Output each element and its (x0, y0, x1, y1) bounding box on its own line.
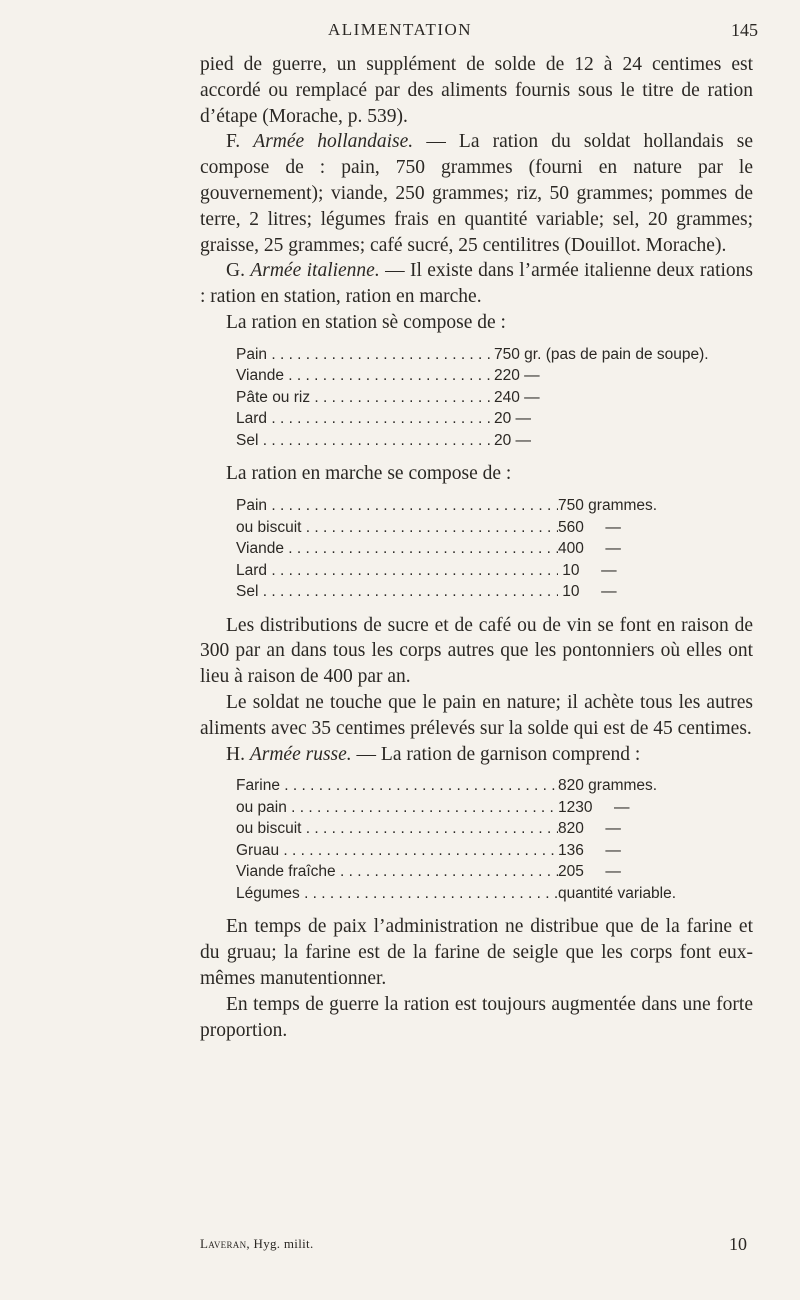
row-value: 10 — (558, 583, 617, 601)
sheet-number: 10 (729, 1234, 747, 1254)
running-title: ALIMENTATION (327, 20, 473, 39)
table-row (236, 581, 753, 603)
section-letter: F. (226, 131, 241, 153)
section-letter: H. (226, 743, 245, 765)
row-value: 20 — (494, 410, 532, 428)
paragraph-distributions: Les distributions de sucre et de café ou de vin se font en raison de 300 par an dans tous les corps autres que les pontonniers où elles ont lieu à raison de 400 par an. (200, 614, 753, 688)
page-header (0, 14, 800, 44)
table-row (236, 365, 753, 387)
row-label: Pain . . . (236, 344, 494, 366)
paragraph-guerre: En temps de guerre la ration est toujours augmentée dans une forte proportion. (200, 993, 753, 1041)
table-row (236, 430, 753, 452)
signature-name: Laveran, (200, 1236, 250, 1251)
row-value: 560 — (558, 518, 621, 536)
row-value: 1230 — (558, 798, 630, 816)
paragraph-intro: pied de guerre, un supplément de solde de 12 à 24 centimes est accordé ou remplacé par des aliments fournis sous le titre de ration d’étape (Morache, p. 539). (200, 54, 753, 127)
table-row (236, 538, 753, 560)
station-intro: La ration en station sè compose de : (226, 311, 506, 333)
row-value: 136 — (558, 841, 621, 859)
table-row (236, 517, 753, 539)
row-label: Gruau . . . (236, 840, 558, 862)
row-label: Lard . . . (236, 408, 494, 430)
row-value: 750 grammes. (558, 497, 658, 515)
signature-rest: Hyg. milit. (253, 1236, 314, 1251)
row-label: Farine . . . (236, 775, 558, 797)
row-label: Viande . . . (236, 365, 494, 387)
row-value: 20 — (494, 431, 532, 449)
section-letter: G. (226, 260, 245, 282)
row-label: Pâte ou riz . . . (236, 387, 494, 409)
row-label: Viande . . . (236, 538, 558, 560)
page-number: 145 (731, 20, 758, 40)
section-text: — Il existe dans l’armée italienne deux rations : ration en station, ration en marche. (200, 260, 753, 308)
table-row (236, 797, 753, 819)
russe-ration-table (236, 775, 753, 904)
row-value: 820 grammes. (558, 777, 658, 795)
table-row (236, 344, 753, 366)
paragraph-paix: En temps de paix l’administration ne distribue que de la farine et du gruau; la farine est de la farine de seigle que les corps font eux-mêmes manutentionner. (200, 916, 753, 989)
row-value: 220 — (494, 367, 540, 385)
page-footer (200, 1230, 753, 1260)
section-title: Armée russe. (249, 743, 352, 765)
table-row (236, 883, 753, 905)
row-label: Lard . . . (236, 560, 558, 582)
row-label: ou biscuit . . . (236, 818, 558, 840)
paragraph-armee-italienne (200, 258, 753, 310)
table-row (236, 495, 753, 517)
section-text: — La ration de garnison comprend : (356, 743, 641, 765)
section-text: — La ration du soldat hollandais se compose de : pain, 750 grammes (fourni en nature par le gouvernement); viande, 250 grammes; riz, 50 grammes; pommes de terre, 2 litres; légumes frais en quantité variable; sel, 20 grammes; graisse, 25 grammes; café sucré, 25 centilitres (Douillot. Morache). (200, 131, 754, 256)
station-ration-table (236, 344, 753, 452)
table-row (236, 861, 753, 883)
row-value: 820 — (558, 820, 621, 838)
row-value: 10 — (558, 561, 617, 579)
row-label: Viande fraîche . . . (236, 861, 558, 883)
row-value: quantité variable. (558, 884, 677, 902)
row-label: Légumes . . . (236, 883, 558, 905)
paragraph-armee-hollandaise (200, 129, 753, 258)
table-row (236, 818, 753, 840)
row-value: 240 — (494, 388, 540, 406)
paragraph-armee-russe (200, 742, 753, 768)
section-title: Armée hollandaise. (253, 131, 414, 153)
section-title: Armée italienne. (250, 260, 380, 282)
paragraph-soldat: Le soldat ne touche que le pain en nature; il achète tous les autres aliments avec 35 centimes prélevés sur la solde qui est de 45 centimes. (200, 691, 753, 739)
table-row (236, 560, 753, 582)
table-row (236, 840, 753, 862)
row-label: Sel . . . (236, 581, 558, 603)
row-label: Pain . . . (236, 495, 558, 517)
row-label: Sel . . . (236, 430, 494, 452)
row-value: 400 — (558, 540, 621, 558)
table-row (236, 387, 753, 409)
table-row (236, 408, 753, 430)
body-text (200, 52, 753, 1043)
signature-line (200, 1236, 314, 1252)
march-ration-table (236, 495, 753, 603)
march-intro: La ration en marche se compose de : (226, 463, 512, 485)
row-label: ou pain . . . (236, 797, 558, 819)
row-value: 205 — (558, 863, 621, 881)
row-value: 750 gr. (pas de pain de soupe). (494, 345, 709, 363)
row-label: ou biscuit . . . (236, 517, 558, 539)
table-row (236, 775, 753, 797)
